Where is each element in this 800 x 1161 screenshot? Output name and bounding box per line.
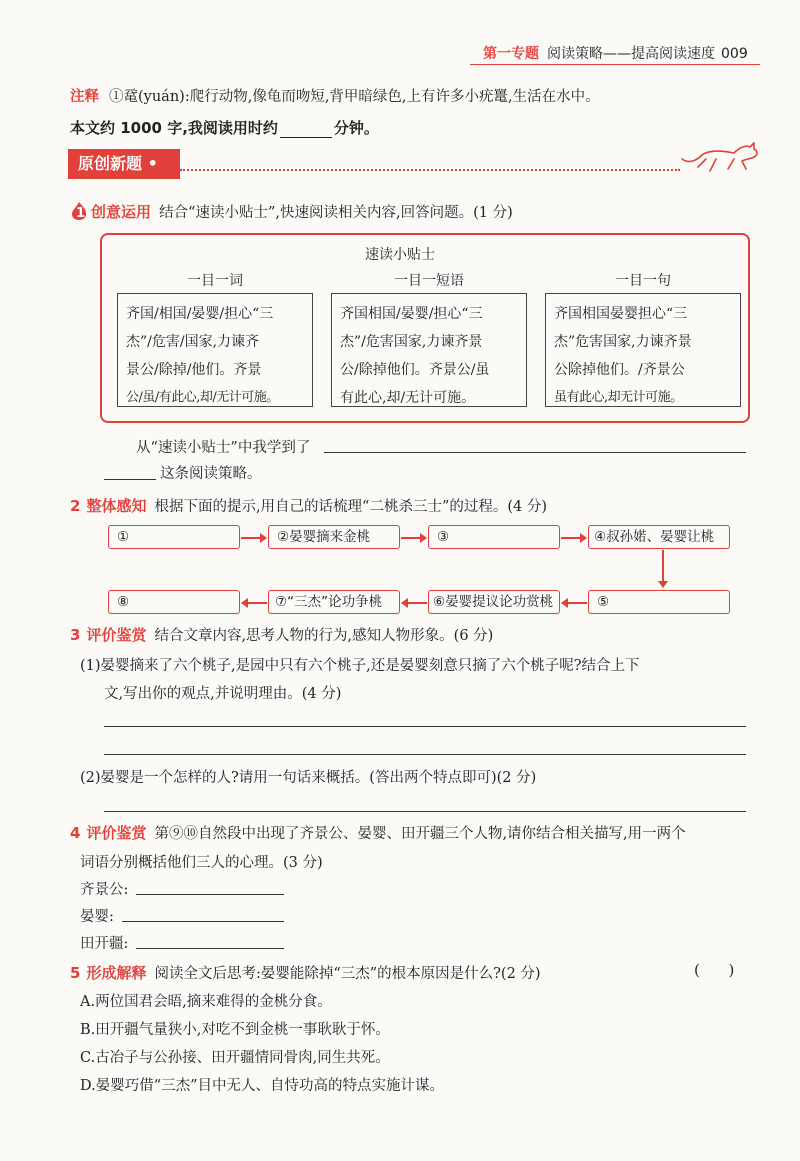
flow-step-1[interactable]: ① [108,525,240,549]
tips-card-phrase [331,293,527,407]
tips-column-head: 一目一词 [187,273,243,289]
tips-card-line: 有此心,却/无计可施。 [340,390,476,406]
question-4-number: 4 [70,824,81,842]
flow-arrow [402,602,427,604]
answer-blank[interactable] [136,948,284,949]
flow-arrow-down [662,550,664,586]
option-c[interactable]: C.古冶子与公孙接、田开疆情同骨肉,同生共死。 [80,1050,390,1066]
question-4-header [70,822,686,843]
question-1-number: 1 [76,206,86,221]
tips-card-line: 齐国/相国/晏婴/担心“三 [126,306,274,322]
page-header [483,43,748,63]
tips-column-head: 一目一句 [615,273,671,289]
answer-blank[interactable] [104,479,156,480]
section-title: 原创新题 [78,154,143,173]
person-label: 齐景公: [80,882,129,898]
section-banner: 原创新题 • [68,149,180,179]
question-2-number: 2 [70,497,81,515]
tips-card-line: 公/虽/有此心,却/无计可施。 [126,390,279,405]
tips-card-line: 杰”/危害/国家,力谏齐 [126,334,260,350]
question-3-type: 评价鉴赏 [86,626,147,644]
person-label: 田开疆: [80,936,129,952]
question-3-sub1-line2: 文,写出你的观点,并说明理由。(4 分) [104,686,342,702]
person-label: 晏婴: [80,909,114,925]
tips-card-line: 虽有此心,却无计可施。 [554,390,683,405]
section-dotted-line [180,149,680,171]
question-1-text: 结合“速读小贴士”,快速阅读相关内容,回答问题。(1 分) [159,205,513,221]
flow-arrow [242,602,267,604]
question-3-sub1-line1: (1)晏婴摘来了六个桃子,是园中只有六个桃子,还是晏婴刻意只摘了六个桃子呢?结合上下 [80,658,640,674]
question-3-sub2: (2)晏婴是一个怎样的人?请用一句话来概括。(答出两个特点即可)(2 分) [80,770,537,786]
tips-card-line: 公除掉他们。/齐景公 [554,362,685,378]
question-3-number: 3 [70,626,81,644]
flow-step-6: ⑥晏婴提议论功赏桃 [428,590,560,614]
note-text: ①鼋(yuán):爬行动物,像龟而吻短,背甲暗绿色,上有许多小疣鼍,生活在水中。 [109,89,600,105]
question-2-type: 整体感知 [86,497,147,515]
tips-card-line: 齐国相国/晏婴/担心“三 [340,306,483,322]
question-4-line1: 第⑨⑩自然段中出现了齐景公、晏婴、田开疆三个人物,请你结合相关描写,用一两个 [154,826,686,842]
question-4-line2: 词语分别概括他们三人的心理。(3 分) [80,855,323,871]
reading-time-prefix: 本文约 1000 字,我阅读用时约 [70,119,278,137]
flow-arrow [401,537,426,539]
question-4-type: 评价鉴赏 [86,824,147,842]
annotation-note [70,85,600,106]
option-a[interactable]: A.两位国君会晤,摘来难得的金桃分食。 [80,994,332,1010]
question-1-header [70,201,513,222]
answer-line[interactable] [104,811,746,812]
tips-card-line: 公/除掉他们。齐景公/虽 [340,362,490,378]
option-b[interactable]: B.田开疆气量狭小,对吃不到金桃一事耿耿于怀。 [80,1022,390,1038]
answer-blank[interactable] [122,921,284,922]
tips-card-line: 景公/除掉/他们。齐景 [126,362,262,378]
header-rule [470,64,760,65]
question-2-text: 根据下面的提示,用自己的话梳理“二桃杀三士”的过程。(4 分) [154,499,548,515]
answer-paren[interactable]: ( ) [694,961,735,979]
flow-arrow [561,537,586,539]
tips-card-sentence [545,293,741,407]
tips-column-head: 一目一短语 [394,273,464,289]
header-subtitle: 阅读策略——提高阅读速度 [547,46,715,62]
question-5-text: 阅读全文后思考:晏婴能除掉“三杰”的根本原因是什么?(2 分) [154,966,541,982]
question-1-type: 创意运用 [91,203,152,221]
flow-step-3[interactable]: ③ [428,525,560,549]
answer-line[interactable] [104,754,746,755]
question-5-type: 形成解释 [86,964,147,982]
flow-step-4: ④叔孙婼、晏婴让桃 [588,525,730,549]
tips-card-word [117,293,313,407]
option-d[interactable]: D.晏婴巧借“三杰”目中无人、自恃功高的特点实施计谋。 [80,1078,445,1094]
tips-card-line: 齐国相国晏婴担心“三 [554,306,688,322]
tips-card-line: 杰”/危害国家,力谏齐景 [340,334,483,350]
flow-step-7: ⑦“三杰”论功争桃 [268,590,400,614]
reading-time-line [70,117,379,138]
tips-title: 速读小贴士 [365,247,435,263]
question-5-header [70,962,541,983]
header-topic: 第一专题 [483,46,539,62]
flow-step-8[interactable]: ⑧ [108,590,240,614]
note-label: 注释 [70,89,99,105]
answer-blank[interactable] [136,894,284,895]
tips-card-line: 杰”危害国家,力谏齐景 [554,334,692,350]
question-1-answer-line1 [136,436,310,457]
cat-illustration-icon [680,137,760,175]
answer-line[interactable] [104,726,746,727]
page-number: 009 [721,46,748,62]
flow-arrow [562,602,587,604]
answer-prefix: 从“速读小贴士”中我学到了 [136,440,311,456]
question-5-number: 5 [70,964,81,982]
flow-arrow [241,537,266,539]
flow-step-2: ②晏婴摘来金桃 [268,525,400,549]
answer-blank[interactable] [324,452,746,453]
reading-time-blank[interactable] [280,137,332,138]
reading-time-suffix: 分钟。 [333,119,379,137]
answer-suffix: 这条阅读策略。 [160,466,262,482]
flow-step-5[interactable]: ⑤ [588,590,730,614]
question-2-header [70,495,547,516]
question-3-header [70,624,493,645]
question-3-text: 结合文章内容,思考人物的行为,感知人物形象。(6 分) [154,628,494,644]
